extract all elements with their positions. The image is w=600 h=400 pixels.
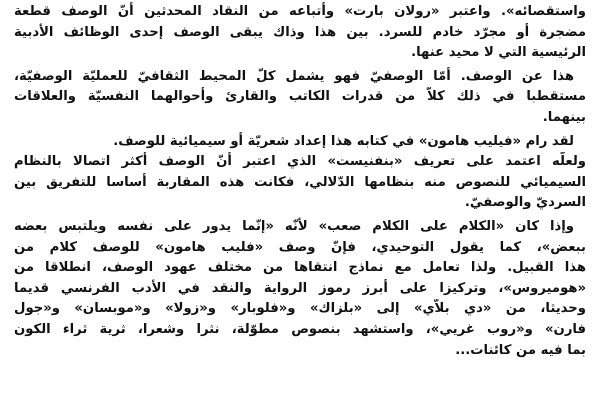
text-line: هذا عن الوصف. أمّا الوصفيّ فهو يشمل كلّ المحيط الثقافيّ للعمليّة الوصفيّة،: [14, 68, 574, 84]
text-line: «هوميروس»، وتركيزا على أبرز رموز الرواية والنقد في الأدب الفرنسي قديما: [14, 280, 586, 296]
paragraph-2: [14, 67, 586, 129]
text-line: بينهما.: [542, 109, 586, 125]
text-line: السيميائي للنصوص منه بنظامها الدّلالي، فكانت هذه المقاربة أساسا للتفريق بين: [14, 174, 586, 190]
text-line: مستقطبا في ذلك كلاًّ من قدرات الكاتب والقارئ وأحوالهما النفسيّة والعلاقات: [14, 89, 586, 105]
text-line: وحديثا، من «دي بلاّي» إلى «بلزاك» و«فلوبار» و«زولا» و«موبسان» و«جول: [14, 301, 586, 317]
text-line: وإذا كان «الكلام على الكلام صعب» لأنّه «إنّما يدور على نفسه ويلتبس بعضه: [14, 218, 574, 234]
text-line: واستقصائه». واعتبر «رولان بارت» وأتباعه من النقاد المحدثين أنّ الوصف قطعة: [14, 4, 586, 19]
text-line: ببعض»، كما يقول التوحيدي، فإنّ وصف «فليب هامون» للوصف كلام من: [14, 239, 586, 255]
text-line: فارن» و«روب غريي»، واستشهد بنصوص مطوّلة، نثرا وشعرا، ثرية ثراء الكون: [14, 321, 586, 337]
paragraph-3: [14, 132, 586, 214]
text-line: ولعلّه اعتمد على تعريف «بنفنيست» الذي اعتبر أنّ الوصف أكثر اتصالا بالنظام: [14, 154, 586, 170]
text-line: الرئيسية التي لا محيد عنها.: [411, 45, 586, 61]
text-line: مضجرة أو مجرّد خادم للسرد. بين هذا وذاك يبقى الوصف إحدى الوظائف الأدبية: [14, 24, 586, 40]
text-line: لقد رام «فيليب هامون» في كتابه هذا إعداد شعريّة أو سيميائية للوصف.: [113, 133, 574, 149]
text-line: بما فيه من كائنات...: [455, 342, 586, 358]
text-line: السرديّ والوصفيّ.: [464, 195, 586, 211]
paragraph-1: [14, 2, 586, 64]
text-line: هذا القبيل. ولذا تعامل مع نماذج انتقاها من مختلف عهود الوصف، انطلاقا من: [14, 260, 586, 276]
paragraph-4: [14, 217, 586, 361]
